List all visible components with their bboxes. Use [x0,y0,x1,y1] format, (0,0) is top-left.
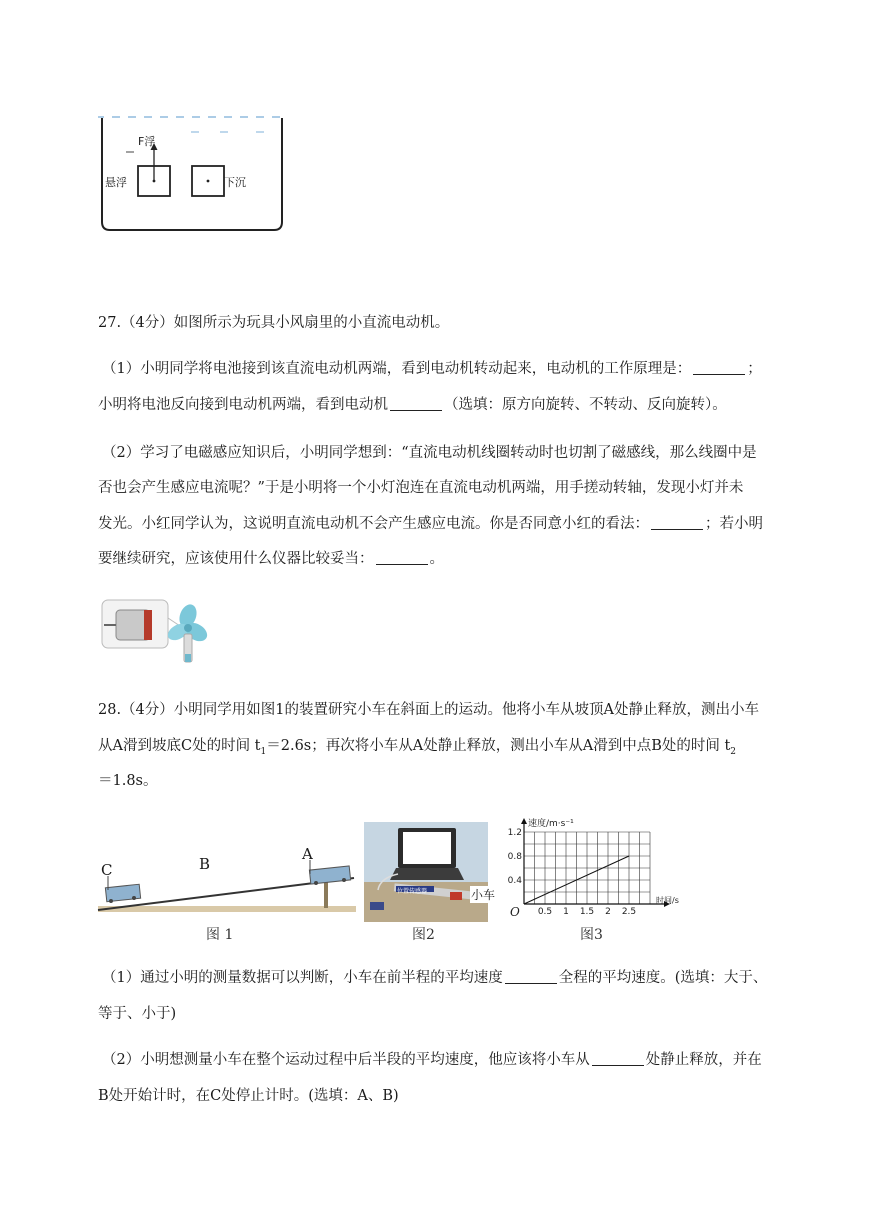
q28-line1: 28.（4分）小明同学用如图1的装置研究小车在斜面上的运动。他将小车从坡顶A处静止释放，测出小车 [98,702,759,718]
chart-origin-label: O [510,905,520,919]
answer-blank[interactable] [376,550,428,565]
x-tick-label: 0.5 [537,907,553,917]
q27-part2-line1: （2）学习了电磁感应知识后，小明同学想到：“直流电动机线圈转动时也切割了磁感线，那么线圈中是 [102,445,757,461]
answer-blank[interactable] [592,1051,644,1066]
q27-part1-line2: 小明将电池反向接到电动机两端，看到电动机 （选填：原方向旋转、不转动、反向旋转）。 [98,397,727,413]
label-suspend: 悬浮 [105,176,127,189]
label-sink: 下沉 [224,176,246,189]
y-tick-label: 1.2 [507,828,522,838]
label-sensor: 位置传感器 [397,888,428,895]
fan-icon [165,602,210,662]
q27-part2-line4: 要继续研究，应该使用什么仪器比较妥当： 。 [98,551,444,567]
q27-header: 27.（4分）如图所示为玩具小风扇里的小直流电动机。 [98,315,450,331]
label-point-a: A [302,845,313,863]
q28-line2: 从A滑到坡底C处的时间 $t_1=2.6s$；再次将小车从A处静止释放，测出小车从A滑到中点B处的时间 $t_2$ [98,738,737,757]
chart-x-axis-label: 时间/s [656,896,679,905]
y-axis-arrow [521,818,527,824]
q27-part2-line3: 发光。小红同学认为，这说明直流电动机不会产生感应电流。你是否同意小红的看法： ；若小明 [98,516,763,532]
chart-y-axis-label: 速度/m·s⁻¹ [528,819,574,829]
label-point-c: C [101,861,113,879]
label-buoyant-force: F浮 [138,135,156,148]
cart-icon [450,892,462,900]
motor-fan-picture [100,598,215,666]
q28-part1-line2: 等于、小于) [98,1006,177,1022]
answer-blank[interactable] [390,396,442,411]
q27-part2-line2: 否也会产生感应电流呢？”于是小明将一个小灯泡连在直流电动机两端，用手搓动转轴，发现小灯并未 [98,480,744,496]
answer-blank[interactable] [651,515,703,530]
label-point-b: B [199,855,211,873]
q28-part2-line1: （2）小明想测量小车在整个运动过程中后半段的平均速度，他应该将小车从 处静止释放，并在 [102,1052,762,1068]
cart-at-a [309,866,350,885]
chart-grid [524,832,650,904]
figure-3-caption: 图3 [580,927,603,943]
label-car: 小车 [471,888,496,902]
laptop-icon [390,828,464,880]
x-tick-label: 2 [605,907,611,917]
chart-axes [521,818,670,907]
figure-1-caption: 图 1 [206,927,234,943]
q28-part2-line2: B处开始计时，在C处停止计时。(选填：A、B) [98,1088,399,1104]
buoyancy-figure [96,108,296,238]
q27-part1-line1: （1）小明同学将电池接到该直流电动机两端，看到电动机转动起来，电动机的工作原理是： ； [102,361,762,377]
answer-blank[interactable] [505,969,557,984]
answer-blank[interactable] [693,360,745,375]
y-tick-label: 0.4 [507,876,522,886]
q28-part1-line1: （1）通过小明的测量数据可以判断，小车在前半程的平均速度 全程的平均速度。(选填：大于、 [102,970,768,986]
x-tick-label: 1 [563,907,569,917]
q28-line3: ＝1.8s。 [98,773,158,789]
figure-1-incline [96,840,360,920]
cart-at-c [105,884,140,903]
figure-2-setup [364,822,488,922]
x-tick-label: 2.5 [621,907,637,917]
x-tick-label: 1.5 [579,907,595,917]
figure-2-caption: 图2 [412,927,435,943]
y-tick-label: 0.8 [507,852,522,862]
figure-3-velocity-time-chart [506,816,692,920]
